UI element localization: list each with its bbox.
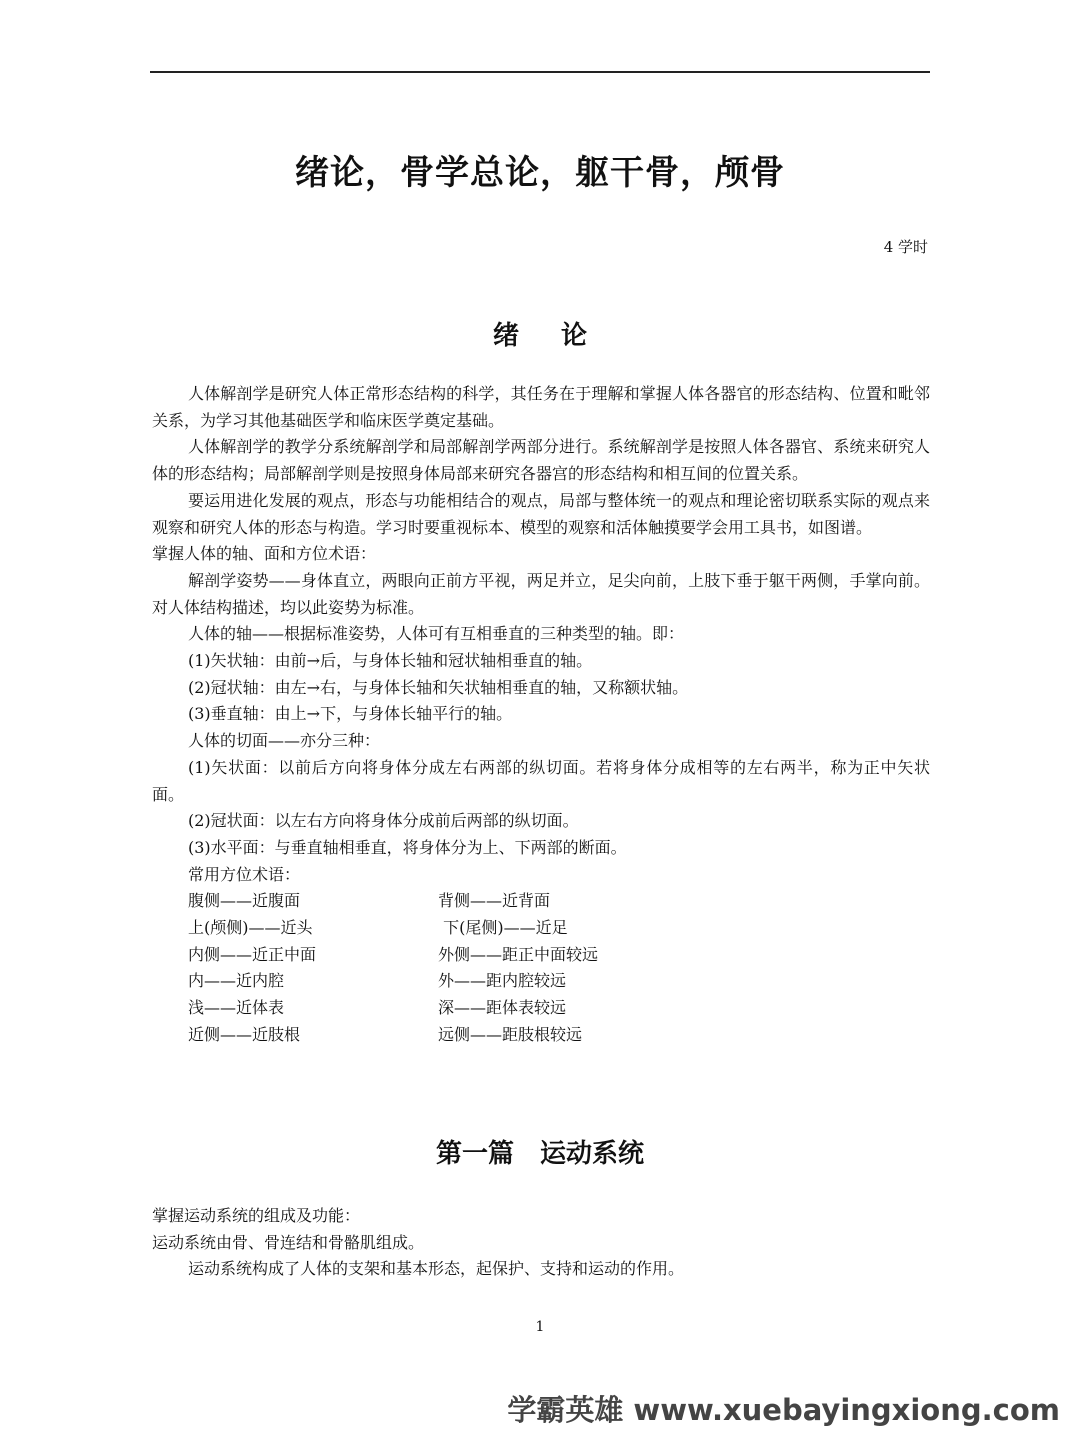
intro-paragraph: 人体解剖学的教学分系统解剖学和局部解剖学两部分进行。系统解剖学是按照人体各器官、系统来研究人体的形态结构；局部解剖学则是按照身体局部来研究各器宫的形态结构和相互间的位置关系。 xyxy=(152,437,930,484)
term-row xyxy=(152,1022,930,1049)
term-left: 内侧——近正中面 xyxy=(188,944,317,964)
planes-intro: 人体的切面——亦分三种： xyxy=(188,731,381,751)
terms-intro: 常用方位术语： xyxy=(188,864,301,884)
intro-paragraph: 要运用进化发展的观点，形态与功能相结合的观点，局部与整体统一的观点和理论密切联系实际的观点来观察和研究人体的形态与构造。学习时要重视标本、模型的观察和活体触摸要学会用工具书，如图谱。 xyxy=(152,490,930,537)
introduction-body xyxy=(152,381,930,1049)
term-left: 内——近内腔 xyxy=(188,971,285,991)
page-number: 1 xyxy=(535,1319,545,1335)
locomotor-line: 运动系统由骨、骨连结和骨骼肌组成。 xyxy=(152,1232,425,1252)
axis-item: (2)冠状轴：由左→右，与身体长轴和矢状轴相垂直的轴，又称额状轴。 xyxy=(188,677,689,697)
header-rule xyxy=(150,71,930,73)
document-title: 绪论，骨学总论，躯干骨，颅骨 xyxy=(295,153,785,193)
section-heading-locomotor-system: 第一篇 运动系统 xyxy=(435,1139,644,1169)
class-hours: 4 学时 xyxy=(883,238,928,256)
plane-item: (2)冠状面：以左右方向将身体分成前后两部的纵切面。 xyxy=(188,811,579,831)
plane-item: (1)矢状面：以前后方向将身体分成左右两部的纵切面。若将身体分成相等的左右两半，称为正中矢状面。 xyxy=(152,757,930,804)
axis-item: (3)垂直轴：由上→下，与身体长轴平行的轴。 xyxy=(188,704,513,724)
term-row xyxy=(152,942,930,969)
axis-item: (1)矢状轴：由前→后，与身体长轴和冠状轴相垂直的轴。 xyxy=(188,651,593,671)
anatomical-position-definition: 解剖学姿势——身体直立，两眼向正前方平视，两足并立，足尖向前，上肢下垂于躯干两侧，手掌向前。对人体结构描述，均以此姿势为标准。 xyxy=(152,570,930,617)
term-row xyxy=(152,915,930,942)
axes-planes-subheading: 掌握人体的轴、面和方位术语： xyxy=(152,544,377,564)
plane-item: (3)水平面：与垂直轴相垂直，将身体分为上、下两部的断面。 xyxy=(188,837,627,857)
locomotor-system-body xyxy=(152,1203,930,1283)
term-right: 远侧——距肢根较远 xyxy=(438,1024,583,1044)
term-right: 下(尾侧)——近足 xyxy=(438,918,568,938)
site-watermark: 学霸英雄 www.xuebayingxiong.com xyxy=(507,1393,1060,1427)
axes-intro: 人体的轴——根据标准姿势，人体可有互相垂直的三种类型的轴。即： xyxy=(188,624,685,644)
term-row xyxy=(152,888,930,915)
term-left: 上(颅侧)——近头 xyxy=(188,918,313,938)
term-left: 腹侧——近腹面 xyxy=(188,891,301,911)
term-left: 近侧——近肢根 xyxy=(188,1024,301,1044)
section-heading-introduction: 绪论 xyxy=(492,321,629,351)
term-right: 外侧——距正中面较远 xyxy=(438,944,599,964)
term-row xyxy=(152,995,930,1022)
intro-paragraph: 人体解剖学是研究人体正常形态结构的科学，其任务在于理解和掌握人体各器官的形态结构、位置和毗邻关系，为学习其他基础医学和临床医学奠定基础。 xyxy=(152,384,930,430)
term-left: 浅——近体表 xyxy=(188,998,285,1018)
term-row xyxy=(152,968,930,995)
locomotor-function: 运动系统构成了人体的支架和基本形态，起保护、支持和运动的作用。 xyxy=(188,1259,685,1279)
term-right: 深——距体表较远 xyxy=(438,998,567,1018)
term-right: 背侧——近背面 xyxy=(438,891,551,911)
term-right: 外——距内腔较远 xyxy=(438,971,567,991)
locomotor-line: 掌握运动系统的组成及功能： xyxy=(152,1206,361,1225)
